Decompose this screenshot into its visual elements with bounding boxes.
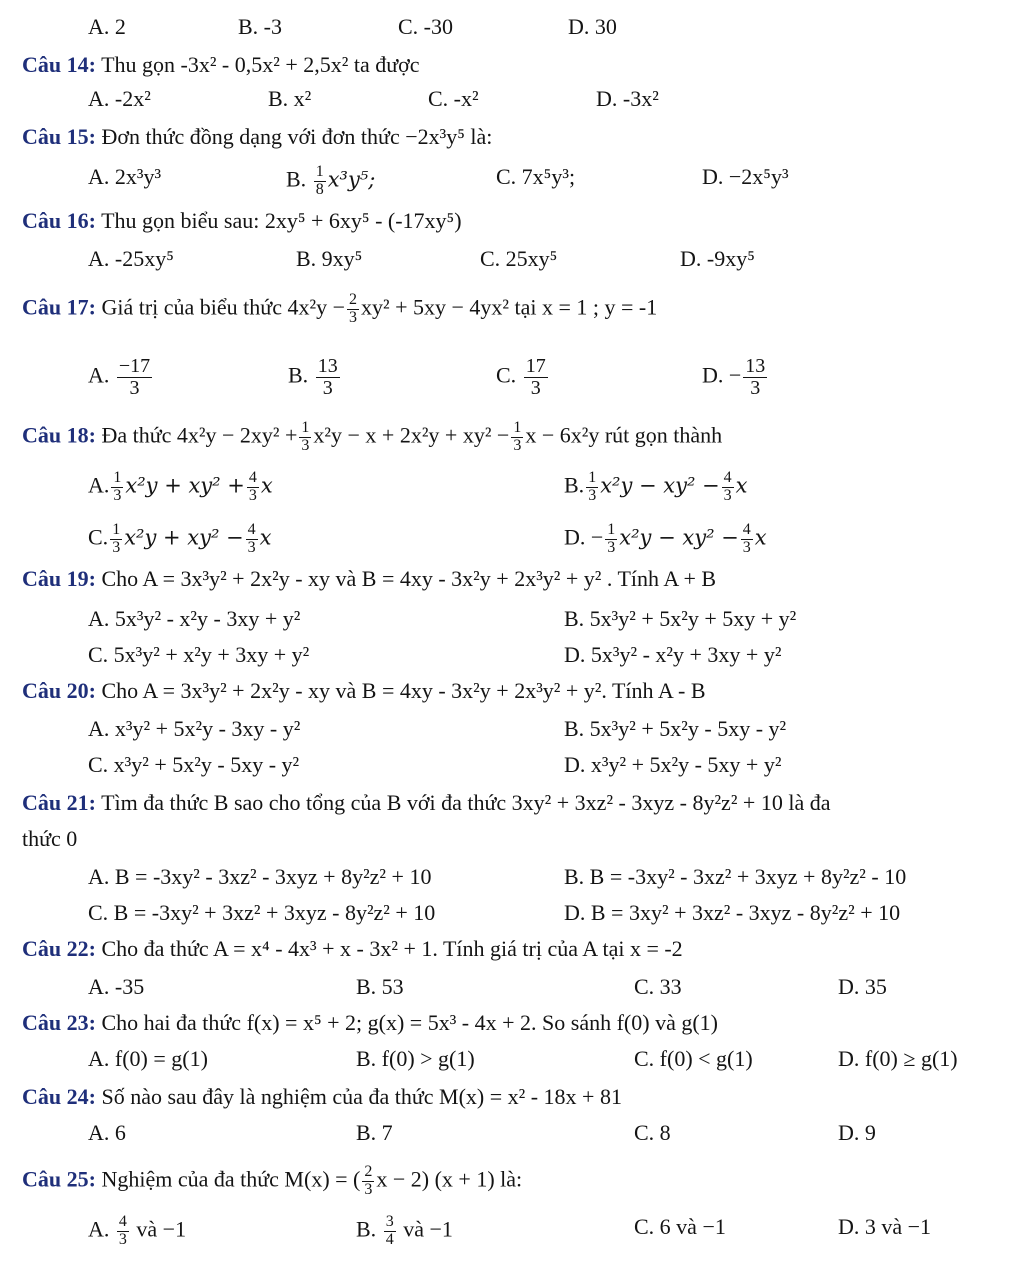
question-16 [0, 208, 1024, 244]
option-a[interactable]: A. f(0) = g(1) [88, 1046, 208, 1071]
option-d[interactable]: D. 35 [838, 974, 887, 999]
q23-options [0, 1046, 1024, 1082]
option-math: x [259, 525, 272, 550]
option-math: x²y + xy² + [125, 473, 245, 498]
q17-options [0, 356, 1024, 404]
frac-den: 3 [118, 1230, 127, 1248]
question-number: Câu 17: [22, 294, 96, 320]
option-c[interactable]: C. B = -3xy² + 3xz² + 3xyz - 8y²z² + 10 [88, 900, 436, 925]
question-23 [0, 1010, 1024, 1046]
q13-options [0, 14, 1024, 50]
question-text-mid1: x²y − x + 2x²y + xy² − [313, 422, 510, 448]
question-21 [0, 790, 1024, 826]
frac-den: 3 [530, 377, 541, 399]
frac-num: 13 [745, 355, 766, 377]
question-24 [0, 1084, 1024, 1120]
frac-num: 2 [364, 1163, 373, 1180]
option-d[interactable]: D. B = 3xy² + 3xz² - 3xyz - 8y²z² + 10 [564, 900, 901, 925]
q20-options-row2 [0, 752, 1024, 788]
option-c[interactable]: C. 8 [634, 1120, 671, 1145]
option-a[interactable]: A. -35 [88, 974, 145, 999]
frac-num: −17 [118, 355, 151, 377]
option-c[interactable] [88, 522, 272, 557]
option-c[interactable]: C. f(0) < g(1) [634, 1046, 753, 1071]
option-c[interactable]: C. -x² [428, 86, 479, 111]
option-label: B. [286, 166, 307, 192]
option-d[interactable]: D. x³y² + 5x²y - 5xy + y² [564, 752, 782, 777]
frac-num: 17 [525, 355, 546, 377]
option-b[interactable]: B. -3 [238, 14, 282, 39]
frac-den: 3 [322, 377, 333, 399]
q20-options-row1 [0, 716, 1024, 752]
option-a[interactable]: A. -2x² [88, 86, 151, 111]
question-text-post: x − 2) (x + 1) là: [376, 1166, 523, 1192]
frac-num: 1 [301, 419, 310, 436]
option-math: x [735, 473, 748, 498]
question-text: Tìm đa thức B sao cho tổng của B với đa thức 3xy² + 3xz² - 3xyz - 8y²z² + 10 là đa [101, 790, 831, 815]
option-text: và −1 [403, 1216, 453, 1242]
option-a[interactable] [88, 356, 154, 399]
question-number: Câu 25: [22, 1166, 96, 1192]
q21-options-row1 [0, 864, 1024, 900]
option-b[interactable]: B. 9xy⁵ [296, 246, 363, 271]
option-b[interactable]: B. x² [268, 86, 312, 111]
question-text: Cho đa thức A = x⁴ - 4x³ + x - 3x² + 1. Tính giá trị của A tại x = -2 [101, 936, 683, 961]
option-math: x²y − xy² − [600, 473, 720, 498]
question-text-post: rút gọn thành [604, 422, 723, 448]
option-a[interactable]: A. B = -3xy² - 3xz² - 3xyz + 8y²z² + 10 [88, 864, 432, 889]
option-d[interactable]: D. f(0) ≥ g(1) [838, 1046, 958, 1071]
question-text: Cho hai đa thức f(x) = x⁵ + 2; g(x) = 5x³ - 4x + 2. So sánh f(0) và g(1) [101, 1010, 718, 1035]
frac-den: 3 [723, 486, 732, 504]
q19-options-row1 [0, 606, 1024, 642]
frac-den: 3 [348, 308, 357, 326]
question-text-pre: Nghiệm của đa thức M(x) = ( [101, 1166, 361, 1192]
frac-den: 3 [588, 486, 597, 504]
q15-options [0, 164, 1024, 200]
option-d[interactable]: D. −2x⁵y³ [702, 164, 789, 189]
option-a[interactable] [88, 1214, 186, 1249]
option-a[interactable]: A. 2 [88, 14, 126, 39]
question-text: Thu gọn -3x² - 0,5x² + 2,5x² ta được [101, 52, 420, 77]
question-text: Số nào sau đây là nghiệm của đa thức M(x) = x² - 18x + 81 [101, 1084, 622, 1109]
question-25 [0, 1164, 1024, 1204]
option-b[interactable] [356, 1214, 453, 1249]
frac-den: 3 [129, 377, 140, 399]
option-label: D. − [564, 524, 604, 550]
q24-options [0, 1120, 1024, 1156]
frac-num: 1 [607, 521, 616, 538]
option-c[interactable]: C. 6 và −1 [634, 1214, 726, 1239]
frac-num: 1 [588, 469, 597, 486]
option-d[interactable]: D. 5x³y² - x²y + 3xy + y² [564, 642, 782, 667]
option-a[interactable] [88, 470, 273, 505]
option-d[interactable]: D. -9xy⁵ [680, 246, 755, 271]
option-d[interactable]: D. 9 [838, 1120, 876, 1145]
frac-num: 2 [348, 291, 357, 308]
option-c[interactable]: C. 5x³y² + x²y + 3xy + y² [88, 642, 310, 667]
question-number: Câu 14: [22, 52, 96, 77]
frac-num: 3 [385, 1213, 394, 1230]
option-math: x²y + xy² − [124, 525, 244, 550]
question-text-pre: Giá trị của biểu thức 4x²y − [101, 294, 345, 320]
frac-den: 3 [248, 486, 257, 504]
q21-options-row2 [0, 900, 1024, 936]
option-label: A. [88, 472, 110, 498]
option-label: B. [356, 1216, 377, 1242]
question-number: Câu 21: [22, 790, 96, 815]
question-20 [0, 678, 1024, 714]
frac-den: 8 [315, 180, 324, 198]
question-17 [0, 292, 1024, 336]
frac-num: 1 [513, 419, 522, 436]
option-math: x [754, 525, 767, 550]
q19-options-row2 [0, 642, 1024, 678]
frac-num: 1 [113, 469, 122, 486]
option-b[interactable] [288, 356, 342, 399]
q14-options [0, 86, 1024, 122]
question-text: Cho A = 3x³y² + 2x²y - xy và B = 4xy - 3x²y + 2x³y² + y² . Tính A + B [101, 566, 717, 591]
option-c[interactable]: C. x³y² + 5x²y - 5xy - y² [88, 752, 300, 777]
frac-num: 4 [248, 469, 257, 486]
option-label: C. [496, 362, 517, 388]
q16-options [0, 246, 1024, 282]
option-a[interactable]: A. x³y² + 5x²y - 3xy - y² [88, 716, 301, 741]
question-number: Câu 22: [22, 936, 96, 961]
frac-den: 3 [247, 538, 256, 556]
question-text: Cho A = 3x³y² + 2x²y - xy và B = 4xy - 3x²y + 2x³y² + y². Tính A - B [101, 678, 706, 703]
question-number: Câu 20: [22, 678, 96, 703]
option-b[interactable]: B. B = -3xy² - 3xz² + 3xyz + 8y²z² - 10 [564, 864, 907, 889]
option-a[interactable]: A. 6 [88, 1120, 126, 1145]
option-text: và −1 [136, 1216, 187, 1242]
question-15 [0, 124, 1024, 160]
frac-num: 4 [118, 1213, 127, 1230]
frac-den: 3 [113, 486, 122, 504]
option-c[interactable]: C. 7x⁵y³; [496, 164, 576, 189]
question-number: Câu 23: [22, 1010, 96, 1035]
option-label: C. [88, 524, 109, 550]
frac-num: 4 [742, 521, 751, 538]
option-b[interactable] [286, 164, 375, 199]
option-d[interactable]: D. 30 [568, 14, 617, 39]
question-text: Thu gọn biểu sau: 2xy⁵ + 6xy⁵ - (-17xy⁵) [101, 208, 462, 233]
frac-num: 13 [317, 355, 338, 377]
option-a[interactable]: A. 5x³y² - x²y - 3xy + y² [88, 606, 301, 631]
frac-num: 4 [247, 521, 256, 538]
option-label: B. [564, 472, 585, 498]
option-b[interactable] [564, 470, 748, 505]
question-number: Câu 24: [22, 1084, 96, 1109]
option-d[interactable] [564, 522, 767, 557]
frac-den: 3 [364, 1180, 373, 1198]
q18-options-row1 [0, 470, 1024, 510]
question-text-mid2: x − 6x²y [525, 422, 600, 448]
question-text-post: xy² + 5xy − 4yx² tại x = 1 ; y = -1 [360, 294, 658, 320]
option-b[interactable]: B. 5x³y² + 5x²y - 5xy - y² [564, 716, 787, 741]
frac-num: 1 [112, 521, 121, 538]
option-b[interactable]: B. 7 [356, 1120, 393, 1145]
question-21-cont [0, 826, 1024, 862]
question-number: Câu 16: [22, 208, 96, 233]
question-14 [0, 52, 1024, 88]
option-c[interactable]: C. -30 [398, 14, 453, 39]
question-19 [0, 566, 1024, 602]
option-a[interactable]: A. 2x³y³ [88, 164, 162, 189]
frac-num: 1 [315, 163, 324, 180]
question-18 [0, 420, 1024, 460]
question-22 [0, 936, 1024, 972]
option-label: A. [88, 1216, 110, 1242]
option-d[interactable] [702, 356, 769, 399]
option-label: B. [288, 362, 309, 388]
option-b[interactable]: B. f(0) > g(1) [356, 1046, 475, 1071]
option-d[interactable]: D. -3x² [596, 86, 659, 111]
option-label: D. − [702, 362, 742, 388]
option-b[interactable]: B. 53 [356, 974, 404, 999]
question-number: Câu 18: [22, 422, 96, 448]
q18-options-row2 [0, 522, 1024, 562]
question-number: Câu 15: [22, 124, 96, 149]
frac-den: 3 [513, 436, 522, 454]
q22-options [0, 974, 1024, 1010]
option-a[interactable]: A. -25xy⁵ [88, 246, 174, 271]
option-math: x²y − xy² − [619, 525, 739, 550]
question-number: Câu 19: [22, 566, 96, 591]
option-c[interactable] [496, 356, 550, 399]
option-d[interactable]: D. 3 và −1 [838, 1214, 932, 1239]
frac-den: 3 [742, 538, 751, 556]
question-text: Đơn thức đồng dạng với đơn thức −2x³y⁵ là: [101, 124, 493, 149]
question-text-pre: Đa thức 4x²y − 2xy² + [101, 422, 298, 448]
frac-den: 3 [750, 377, 761, 399]
frac-num: 4 [723, 469, 732, 486]
option-c[interactable]: C. 25xy⁵ [480, 246, 558, 271]
option-label: A. [88, 362, 110, 388]
frac-den: 4 [385, 1230, 394, 1248]
frac-den: 3 [607, 538, 616, 556]
frac-den: 3 [112, 538, 121, 556]
option-math: x [260, 473, 273, 498]
q25-options [0, 1214, 1024, 1254]
option-b[interactable]: B. 5x³y² + 5x²y + 5xy + y² [564, 606, 797, 631]
option-c[interactable]: C. 33 [634, 974, 682, 999]
question-text-2: thức 0 [22, 826, 78, 851]
frac-den: 3 [301, 436, 310, 454]
option-math: x³y⁵; [327, 167, 376, 192]
